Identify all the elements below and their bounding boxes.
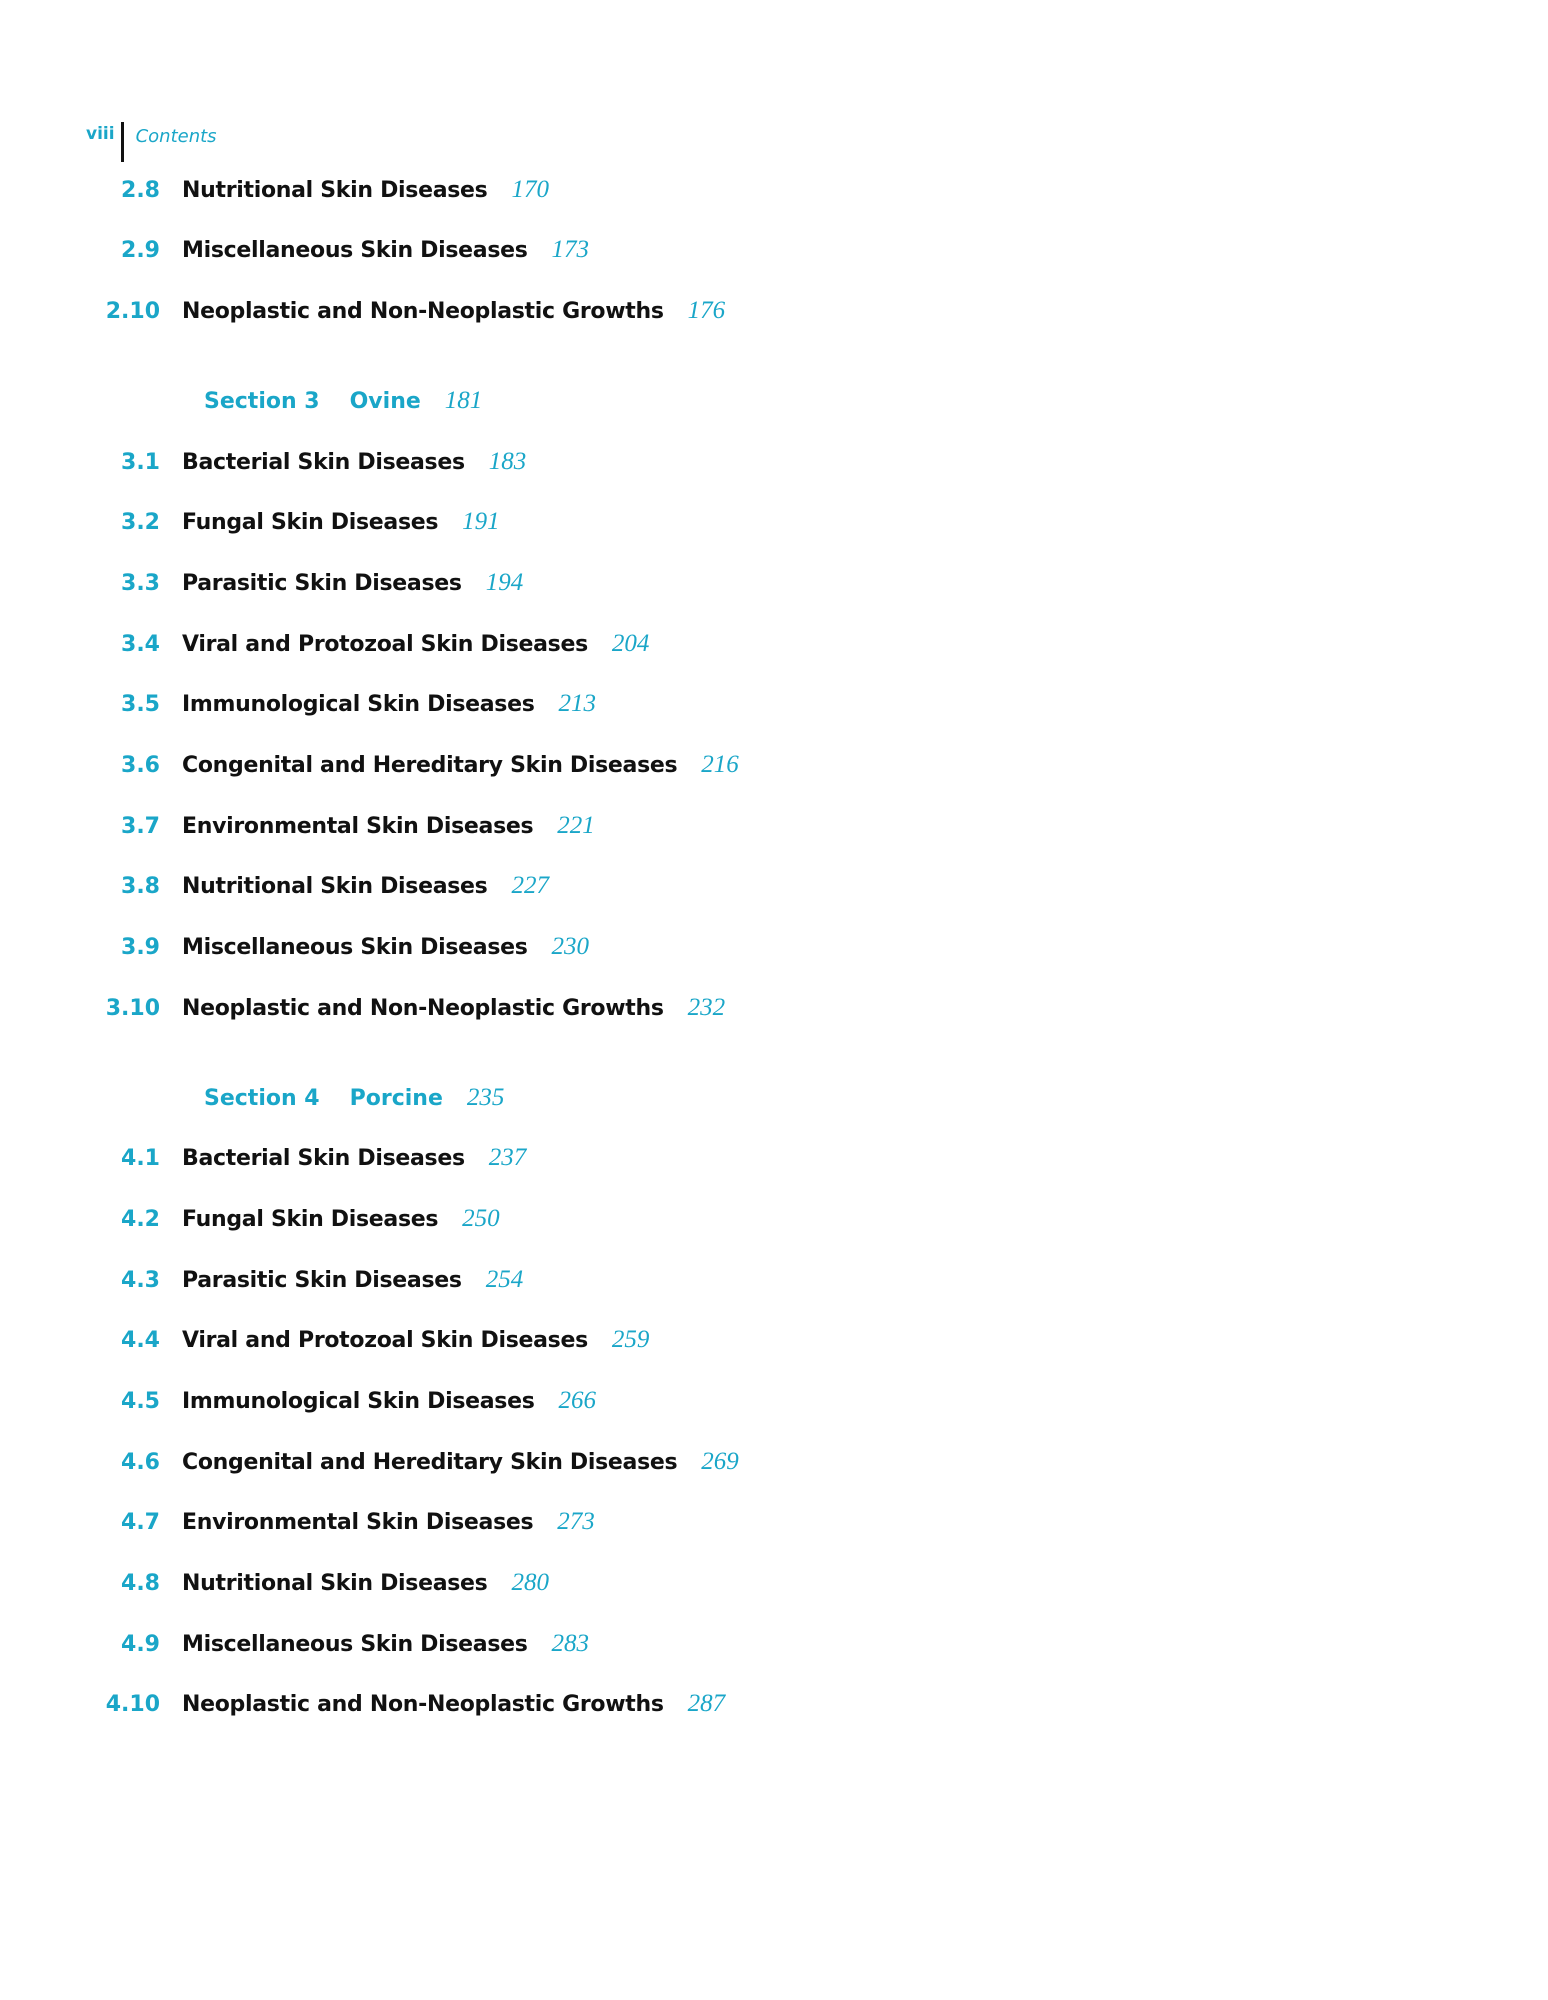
entry-title: Neoplastic and Non-Neoplastic Growths: [182, 299, 664, 324]
entry-number: 3.10: [105, 996, 160, 1021]
entry-number: 4.5: [121, 1389, 160, 1414]
page-header: [86, 122, 217, 162]
toc-entry[interactable]: [0, 933, 589, 967]
entry-number: 2.9: [121, 238, 160, 263]
entry-title: Nutritional Skin Diseases: [182, 874, 488, 899]
entry-page: 221: [557, 812, 595, 839]
entry-number: 3.4: [121, 632, 160, 657]
section-heading-ovine[interactable]: [204, 387, 482, 421]
toc-entry[interactable]: [0, 508, 500, 542]
entry-number: 3.3: [121, 571, 160, 596]
entry-page: 250: [462, 1205, 500, 1232]
toc-entry[interactable]: [0, 1326, 649, 1360]
toc-entry[interactable]: [0, 1205, 500, 1239]
entry-number: 4.10: [105, 1692, 160, 1717]
entry-title: Neoplastic and Non-Neoplastic Growths: [182, 1692, 664, 1717]
section-name: Porcine: [349, 1086, 443, 1111]
entry-number: 4.9: [121, 1632, 160, 1657]
entry-page: 254: [485, 1266, 524, 1293]
entry-page: 273: [557, 1508, 595, 1535]
entry-page: 283: [551, 1630, 590, 1657]
toc-entry[interactable]: [0, 751, 739, 785]
toc-entry[interactable]: [0, 994, 725, 1028]
toc-entry[interactable]: [0, 1387, 596, 1421]
entry-title: Parasitic Skin Diseases: [182, 571, 462, 596]
toc-entry[interactable]: [0, 1266, 523, 1300]
toc-entry[interactable]: [0, 1508, 595, 1542]
entry-title: Nutritional Skin Diseases: [182, 178, 488, 203]
entry-number: 2.8: [121, 178, 160, 203]
entry-page: 216: [701, 751, 739, 778]
entry-number: 4.6: [121, 1450, 160, 1475]
entry-title: Bacterial Skin Diseases: [182, 1146, 465, 1171]
entry-page: 194: [485, 569, 524, 596]
entry-page: 232: [687, 994, 726, 1021]
entry-number: 3.6: [121, 753, 160, 778]
page-number: viii: [86, 124, 115, 144]
entry-title: Neoplastic and Non-Neoplastic Growths: [182, 996, 664, 1021]
entry-number: 2.10: [105, 299, 160, 324]
entry-page: 230: [551, 933, 590, 960]
toc-entry[interactable]: [0, 812, 595, 846]
entry-number: 4.1: [121, 1146, 160, 1171]
entry-page: 191: [462, 508, 500, 535]
section-name: Ovine: [349, 389, 421, 414]
entry-page: 170: [511, 176, 549, 203]
entry-title: Congenital and Hereditary Skin Diseases: [182, 753, 678, 778]
entry-title: Bacterial Skin Diseases: [182, 450, 465, 475]
entry-page: 173: [551, 236, 590, 263]
entry-number: 4.2: [121, 1207, 160, 1232]
entry-page: 227: [511, 872, 549, 899]
entry-page: 287: [687, 1690, 726, 1717]
entry-number: 3.2: [121, 510, 160, 535]
toc-entry[interactable]: [0, 1144, 526, 1178]
entry-title: Immunological Skin Diseases: [182, 1389, 535, 1414]
entry-title: Miscellaneous Skin Diseases: [182, 238, 528, 263]
toc-entry[interactable]: [0, 630, 649, 664]
toc-entry[interactable]: [0, 236, 589, 270]
entry-title: Miscellaneous Skin Diseases: [182, 935, 528, 960]
entry-number: 3.7: [121, 814, 160, 839]
entry-title: Immunological Skin Diseases: [182, 692, 535, 717]
entry-page: 280: [511, 1569, 549, 1596]
entry-title: Congenital and Hereditary Skin Diseases: [182, 1450, 678, 1475]
entry-number: 3.8: [121, 874, 160, 899]
running-title: Contents: [135, 126, 217, 147]
entry-number: 3.5: [121, 692, 160, 717]
entry-title: Miscellaneous Skin Diseases: [182, 1632, 528, 1657]
entry-title: Fungal Skin Diseases: [182, 510, 439, 535]
toc-entry[interactable]: [0, 569, 523, 603]
toc-entry[interactable]: [0, 1690, 725, 1724]
toc-entry[interactable]: [0, 872, 549, 906]
entry-title: Viral and Protozoal Skin Diseases: [182, 632, 588, 657]
entry-title: Environmental Skin Diseases: [182, 1510, 534, 1535]
entry-title: Viral and Protozoal Skin Diseases: [182, 1328, 588, 1353]
section-label: Section 3: [204, 389, 320, 414]
entry-title: Parasitic Skin Diseases: [182, 1268, 462, 1293]
entry-number: 3.9: [121, 935, 160, 960]
entry-page: 269: [701, 1448, 739, 1475]
toc-entry[interactable]: [0, 176, 549, 210]
entry-page: 176: [687, 297, 726, 324]
entry-number: 4.4: [121, 1328, 160, 1353]
entry-title: Nutritional Skin Diseases: [182, 1571, 488, 1596]
header-divider: [121, 122, 124, 162]
entry-title: Fungal Skin Diseases: [182, 1207, 439, 1232]
entry-number: 4.3: [121, 1268, 160, 1293]
entry-title: Environmental Skin Diseases: [182, 814, 534, 839]
toc-entry[interactable]: [0, 1569, 549, 1603]
entry-page: 183: [488, 448, 527, 475]
toc-entry[interactable]: [0, 448, 526, 482]
toc-entry[interactable]: [0, 297, 725, 331]
section-page: 181: [444, 387, 483, 414]
entry-page: 204: [611, 630, 650, 657]
section-label: Section 4: [204, 1086, 320, 1111]
entry-page: 237: [488, 1144, 527, 1171]
entry-number: 4.7: [121, 1510, 160, 1535]
entry-page: 266: [558, 1387, 597, 1414]
entry-page: 259: [611, 1326, 650, 1353]
toc-entry[interactable]: [0, 690, 596, 724]
entry-page: 213: [558, 690, 597, 717]
section-page: 235: [466, 1084, 505, 1111]
entry-number: 3.1: [121, 450, 160, 475]
section-heading-porcine[interactable]: [204, 1084, 504, 1118]
toc-entry[interactable]: [0, 1448, 739, 1482]
entry-number: 4.8: [121, 1571, 160, 1596]
toc-entry[interactable]: [0, 1630, 589, 1664]
